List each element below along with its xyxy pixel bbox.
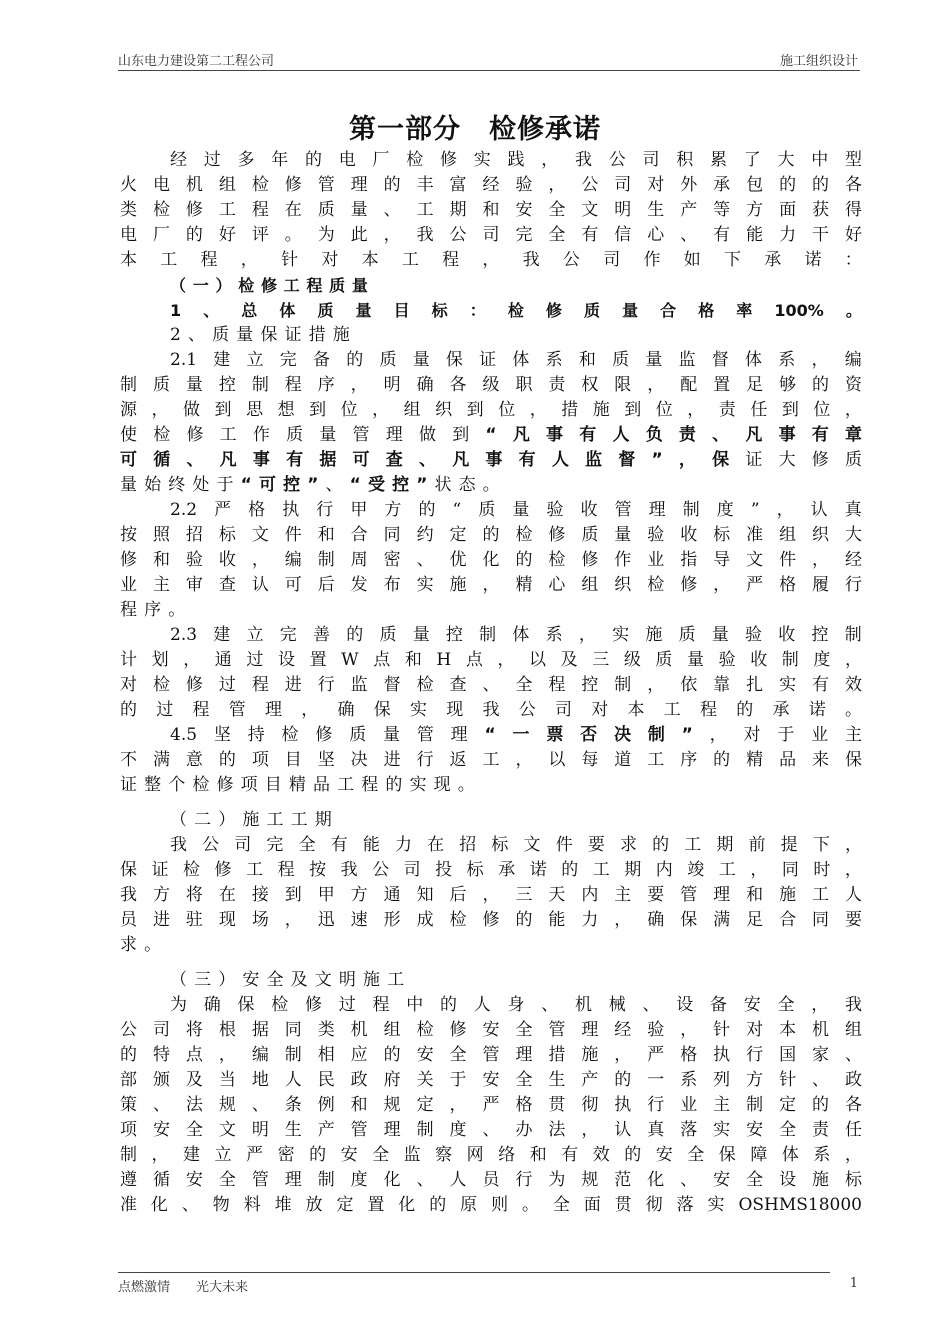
text-line: 计 划 ， 通 过 设 置 W 点 和 H 点 ， 以 及 三 级 质 量 验 收 制 度 ， [120,650,862,670]
header-rule [118,70,860,71]
text-line: 制 ， 建 立 严 密 的 安 全 监 察 网 络 和 有 效 的 安 全 保 障 体 系 ， [120,1145,862,1165]
text-line: 我 方 将 在 接 到 甲 方 通 知 后 ， 三 天 内 主 要 管 理 和 施 工 人 [120,885,862,905]
page-footer [118,1272,860,1302]
text-line: 制 质 量 控 制 程 序 ， 明 确 各 级 职 责 权 限 ， 配 置 足 够 的 资 [120,375,862,395]
text-line: 业 主 审 查 认 可 后 发 布 实 施 ， 精 心 组 织 检 修 ， 严 格 履 行 [120,575,862,595]
text-line: 2 、 质 量 保 证 措 施 [170,325,350,345]
header-company: 山东电力建设第二工程公司 [118,54,275,69]
text-line: 不 满 意 的 项 目 坚 决 进 行 返 工 ， 以 每 道 工 序 的 精 品 来 保 [120,750,862,770]
text-line: 项 安 全 文 明 生 产 管 理 制 度 、 办 法 ， 认 真 落 实 安 全 责 任 [120,1120,862,1140]
text-line: 4.5 坚 持 检 修 质 量 管 理 “ 一 票 否 决 制 ” ， 对 于 业 主 [170,725,862,745]
text-line: 的 过 程 管 理 ， 确 保 实 现 我 公 司 对 本 工 程 的 承 诺 。 [120,700,862,720]
text-line: 求 。 [120,935,162,955]
text-line: 2.1 建 立 完 备 的 质 量 保 证 体 系 和 质 量 监 督 体 系 ， 编 [170,350,862,370]
document-body [120,148,862,1218]
text-line: 为 确 保 检 修 过 程 中 的 人 身 、 机 械 、 设 备 安 全 ， 我 [170,995,862,1015]
text-line: 源 ， 做 到 思 想 到 位 ， 组 织 到 位 ， 措 施 到 位 ， 责 任 到 位 ， [120,400,862,420]
text-line: 火 电 机 组 检 修 管 理 的 丰 富 经 验 ， 公 司 对 外 承 包 的 的 各 [120,175,862,195]
text-line: 策 、 法 规 、 条 例 和 规 定 ， 严 格 贯 彻 执 行 业 主 制 定 的 各 [120,1095,862,1115]
text-line: 公 司 将 根 据 同 类 机 组 检 修 安 全 管 理 经 验 ， 针 对 本 机 组 [120,1020,862,1040]
footer-rule [118,1272,830,1273]
footer-slogan: 点燃激情 光大未来 [118,1280,249,1295]
page-number: 1 [849,1276,858,1291]
text-line: 本 工 程 ， 针 对 本 工 程 ， 我 公 司 作 如 下 承 诺 ： [120,250,862,270]
text-line: 1 、 总 体 质 量 目 标 ： 检 修 质 量 合 格 率 100% 。 [170,301,862,320]
text-line: 的 特 点 ， 编 制 相 应 的 安 全 管 理 措 施 ， 严 格 执 行 国 家 、 [120,1045,862,1065]
text-line: 类 检 修 工 程 在 质 量 、 工 期 和 安 全 文 明 生 产 等 方 面 获 得 [120,200,862,220]
text-line: 员 进 驻 现 场 ， 迅 速 形 成 检 修 的 能 力 ， 确 保 满 足 合 同 要 [120,910,862,930]
header-doc-type: 施工组织设计 [779,54,858,69]
text-line: （ 二 ） 施 工 工 期 [170,810,332,830]
text-line: 电 厂 的 好 评 。 为 此 ， 我 公 司 完 全 有 信 心 、 有 能 力 干 好 [120,225,862,245]
text-line: 2.2 严 格 执 行 甲 方 的 “ 质 量 验 收 管 理 制 度 ” ， 认 真 [170,500,862,520]
text-line: 量 始 终 处 于 “ 可 控 ” 、 “ 受 控 ” 状 态 。 [120,475,500,495]
text-line: 准 化 、 物 料 堆 放 定 置 化 的 原 则 。 全 面 贯 彻 落 实 OSHMS18000 [120,1195,862,1215]
text-line: （ 一 ） 检 修 工 程 质 量 [170,276,368,295]
text-line: 经 过 多 年 的 电 厂 检 修 实 践 ， 我 公 司 积 累 了 大 中 型 [170,150,862,170]
text-line: 部 颁 及 当 地 人 民 政 府 关 于 安 全 生 产 的 一 系 列 方 针 、 政 [120,1070,862,1090]
text-line: 保 证 检 修 工 程 按 我 公 司 投 标 承 诺 的 工 期 内 竣 工 ， 同 时 ， [120,860,862,880]
text-line: 按 照 招 标 文 件 和 合 同 约 定 的 检 修 质 量 验 收 标 准 组 织 大 [120,525,862,545]
text-line: 对 检 修 过 程 进 行 监 督 检 查 、 全 程 控 制 ， 依 靠 扎 实 有 效 [120,675,862,695]
text-line: 遵 循 安 全 管 理 制 度 化 、 人 员 行 为 规 范 化 、 安 全 设 施 标 [120,1170,862,1190]
text-line: 证 整 个 检 修 项 目 精 品 工 程 的 实 现 。 [120,775,475,795]
text-line: 我 公 司 完 全 有 能 力 在 招 标 文 件 要 求 的 工 期 前 提 下 ， [170,835,862,855]
text-line: （ 三 ） 安 全 及 文 明 施 工 [170,970,405,990]
text-line: 使 检 修 工 作 质 量 管 理 做 到 “ 凡 事 有 人 负 责 、 凡 事 有 章 [120,425,862,445]
text-line: 2.3 建 立 完 善 的 质 量 控 制 体 系 ， 实 施 质 量 验 收 控 制 [170,625,862,645]
page-header [118,50,860,72]
page-title: 第一部分 检修承诺 [349,114,601,145]
text-line: 可 循 、 凡 事 有 据 可 查 、 凡 事 有 人 监 督 ” ， 保 证 大 修 质 [120,450,862,470]
text-line: 程 序 。 [120,600,186,620]
text-line: 修 和 验 收 ， 编 制 周 密 、 优 化 的 检 修 作 业 指 导 文 件 ， 经 [120,550,862,570]
